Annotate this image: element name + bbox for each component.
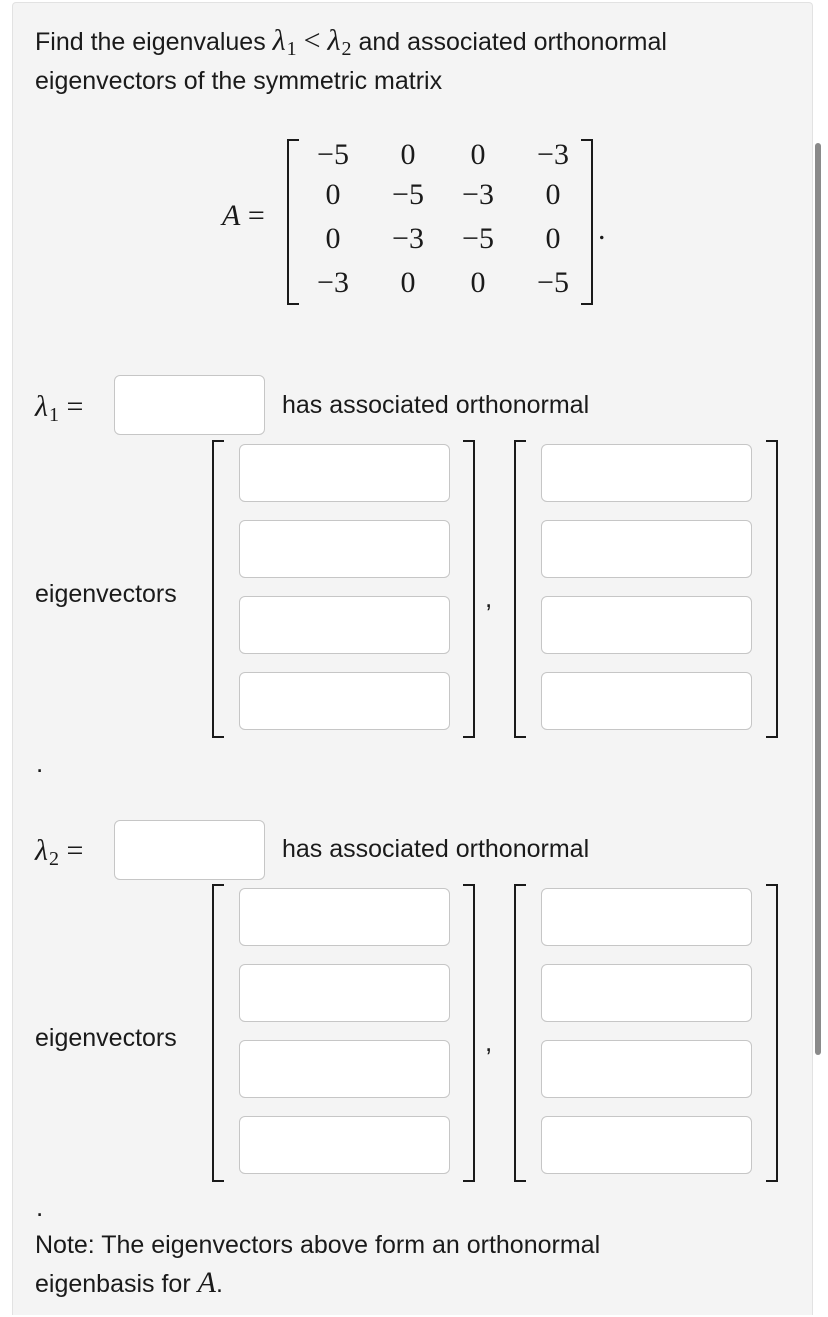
p2-v1-entry-2[interactable] <box>239 964 450 1022</box>
p1-v2-entry-2[interactable] <box>541 520 752 578</box>
p2-v2-entry-3[interactable] <box>541 1040 752 1098</box>
p2-v1-left-bracket <box>212 884 224 1182</box>
matrix-label: A = <box>222 199 265 232</box>
matrix-cell: −3 <box>537 138 569 171</box>
p1-v2-left-bracket <box>514 440 526 738</box>
lambda2-input[interactable] <box>114 820 265 880</box>
p2-vector-separator: , <box>485 1027 493 1057</box>
part2-assoc-text: has associated orthonormal <box>282 835 590 863</box>
lambda1-label: $\lambda_1$ = <box>35 390 84 426</box>
problem-intro-line1: Find the eigenvalues $\lambda_1 < \lambda_2$ and associated orthonormal <box>35 24 667 60</box>
p2-v1-entry-1[interactable] <box>239 888 450 946</box>
matrix-cell: 0 <box>545 222 561 255</box>
p2-v2-left-bracket <box>514 884 526 1182</box>
p2-v1-entry-4[interactable] <box>239 1116 450 1174</box>
matrix-cell: 0 <box>400 266 416 299</box>
matrix-cell: −5 <box>317 138 349 171</box>
matrix-cell: −3 <box>462 178 494 211</box>
less-than-symbol: < <box>303 24 321 57</box>
matrix-period: . <box>598 213 606 246</box>
matrix-cell: −5 <box>537 266 569 299</box>
lambda2-symbol: $\lambda_2$ <box>327 24 352 60</box>
p1-v2-entry-1[interactable] <box>541 444 752 502</box>
lambda1-input[interactable] <box>114 375 265 435</box>
matrix-left-bracket <box>287 139 299 305</box>
p1-v1-entry-3[interactable] <box>239 596 450 654</box>
lambda2-label: $\lambda_2$ = <box>35 834 84 870</box>
matrix-cell: 0 <box>325 178 341 211</box>
p2-v2-entry-4[interactable] <box>541 1116 752 1174</box>
matrix-cell: −5 <box>392 178 424 211</box>
matrix-cell: 0 <box>545 178 561 211</box>
p1-vector-separator: , <box>485 583 493 613</box>
p1-v1-right-bracket <box>463 440 475 738</box>
matrix-cell: 0 <box>400 138 416 171</box>
p1-v2-right-bracket <box>766 440 778 738</box>
note-line2: eigenbasis for A. <box>35 1266 223 1299</box>
p1-v1-entry-2[interactable] <box>239 520 450 578</box>
lambda1-symbol: $\lambda_1$ <box>272 24 297 60</box>
part2-eigenvectors-label: eigenvectors <box>35 1024 177 1052</box>
p2-v2-entry-1[interactable] <box>541 888 752 946</box>
p2-v2-right-bracket <box>766 884 778 1182</box>
problem-intro-line2: eigenvectors of the symmetric matrix <box>35 67 443 95</box>
note-line1: Note: The eigenvectors above form an orthonormal <box>35 1231 601 1259</box>
matrix-cell: 0 <box>470 266 486 299</box>
matrix-cell: 0 <box>325 222 341 255</box>
matrix-cell: 0 <box>470 138 486 171</box>
p1-v1-entry-4[interactable] <box>239 672 450 730</box>
p1-v2-entry-3[interactable] <box>541 596 752 654</box>
p1-v1-entry-1[interactable] <box>239 444 450 502</box>
p2-v1-entry-3[interactable] <box>239 1040 450 1098</box>
matrix-cell: −3 <box>392 222 424 255</box>
matrix-cell: −5 <box>462 222 494 255</box>
vertical-scrollbar[interactable] <box>815 143 821 1055</box>
p2-v2-entry-2[interactable] <box>541 964 752 1022</box>
matrix-cell: −3 <box>317 266 349 299</box>
part1-assoc-text: has associated orthonormal <box>282 391 590 419</box>
p2-v1-right-bracket <box>463 884 475 1182</box>
p1-v2-entry-4[interactable] <box>541 672 752 730</box>
part2-end-period: . <box>36 1192 44 1222</box>
part1-end-period: . <box>36 748 44 778</box>
p1-v1-left-bracket <box>212 440 224 738</box>
part1-eigenvectors-label: eigenvectors <box>35 580 177 608</box>
